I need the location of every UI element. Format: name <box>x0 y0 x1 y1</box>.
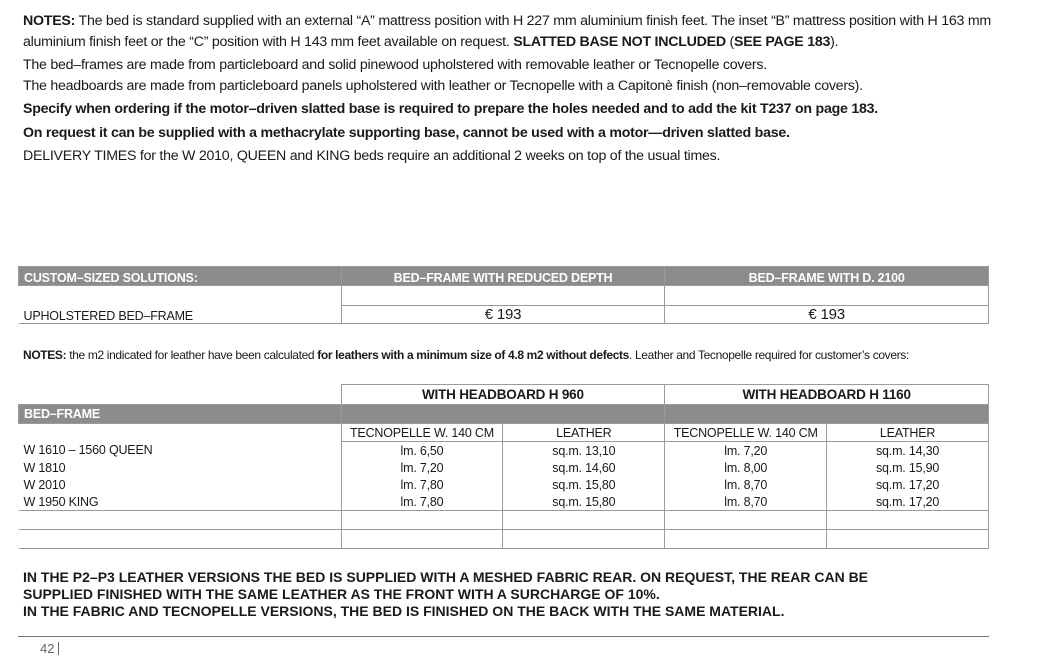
notes-delivery: DELIVERY TIMES for the W 2010, QUEEN and KING beds require an additional 2 weeks on top of the usual times. <box>23 148 721 164</box>
sub-header-tecnopelle-1160: TECNOPELLE W. 140 CM <box>665 424 827 442</box>
row-label: W 1810 <box>19 459 342 476</box>
cell-value: sq.m. 17,20 <box>827 476 989 493</box>
cell-value: sq.m. 15,80 <box>503 493 665 511</box>
price-d2100 <box>665 286 989 324</box>
custom-header-label: CUSTOM–SIZED SOLUTIONS: <box>19 267 342 286</box>
custom-sized-table <box>18 266 989 324</box>
notes-motor: Specify when ordering if the motor–driven slatted base is required to prepare the holes needed and to add the kit T237 on page 183. <box>23 101 878 117</box>
custom-header-reduced-depth: BED–FRAME WITH REDUCED DEPTH <box>341 267 665 286</box>
table-row <box>19 493 989 511</box>
row-label: W 1950 KING <box>19 493 342 511</box>
upholstered-label: UPHOLSTERED BED–FRAME <box>19 286 342 324</box>
rear-finish-line-1: IN THE P2–P3 LEATHER VERSIONS THE BED IS SUPPLIED WITH A MESHED FABRIC REAR. ON REQUEST, THE REAR CAN BE <box>23 569 869 585</box>
page-number-bar <box>58 642 59 655</box>
notes-headboards: The headboards are made from particleboard panels upholstered with leather or Tecnopelle with a Capitonè finish (non–removable covers). <box>23 78 863 94</box>
table-row <box>19 459 989 476</box>
table-row <box>19 442 989 460</box>
notes-methacrylate: On request it can be supplied with a methacrylate supporting base, cannot be used with a motor—driven slatted base. <box>23 125 790 141</box>
price-d2100-value: € 193 <box>808 306 845 323</box>
group-header-h1160: WITH HEADBOARD H 1160 <box>665 385 989 405</box>
cell-value: lm. 8,00 <box>665 459 827 476</box>
page-number-value: 42 <box>40 641 55 656</box>
notes-bedframe: The bed–frames are made from particleboard and solid pinewood upholstered with removable leather or Tecnopelle covers. <box>23 57 767 73</box>
section-label-bed-frame: BED–FRAME <box>19 405 342 424</box>
row-label: W 2010 <box>19 476 342 493</box>
table-row <box>19 476 989 493</box>
cell-value: lm. 6,50 <box>341 442 503 460</box>
leather-notes <box>23 348 909 362</box>
cell-value: sq.m. 15,80 <box>503 476 665 493</box>
notes-block <box>23 11 1013 167</box>
cell-value: lm. 7,80 <box>341 476 503 493</box>
notes-paren-open: ( <box>725 34 735 50</box>
leather-notes-text: the m2 indicated for leather have been calculated <box>66 348 318 362</box>
cell-value: lm. 7,20 <box>665 442 827 460</box>
bed-frame-table <box>18 384 989 549</box>
notes-label: NOTES: <box>23 13 76 29</box>
cell-value: lm. 7,80 <box>341 493 503 511</box>
rear-finish-line-3: IN THE FABRIC AND TECNOPELLE VERSIONS, THE BED IS FINISHED ON THE BACK WITH THE SAME MATERIAL. <box>23 603 785 619</box>
sub-header-leather-1160: LEATHER <box>827 424 989 442</box>
notes-slatted-base: SLATTED BASE NOT INCLUDED <box>513 34 726 50</box>
cell-value: lm. 7,20 <box>341 459 503 476</box>
group-header-h960: WITH HEADBOARD H 960 <box>341 385 665 405</box>
cell-value: sq.m. 14,60 <box>503 459 665 476</box>
cell-value: sq.m. 13,10 <box>503 442 665 460</box>
cell-value: lm. 8,70 <box>665 476 827 493</box>
price-reduced-depth <box>341 286 665 324</box>
footer-divider <box>18 636 989 637</box>
page-number <box>40 641 59 656</box>
notes-paren-close: ). <box>830 34 839 50</box>
cell-value: sq.m. 15,90 <box>827 459 989 476</box>
cell-value: lm. 8,70 <box>665 493 827 511</box>
rear-finish-note <box>23 569 1013 620</box>
rear-finish-line-2: SUPPLIED FINISHED WITH THE SAME LEATHER AS THE FRONT WITH A SURCHARGE OF 10%. <box>23 586 660 602</box>
leather-notes-label: NOTES: <box>23 348 67 362</box>
custom-header-d2100: BED–FRAME WITH D. 2100 <box>665 267 989 286</box>
leather-notes-bold: for leathers with a minimum size of 4.8 m2 without defects <box>317 348 630 362</box>
notes-paragraph-feet <box>23 11 1013 53</box>
sub-header-leather-960: LEATHER <box>503 424 665 442</box>
notes-text: The bed is standard supplied with an external “A” mattress position with H 227 mm aluminium finish feet. The inset “B” mattress position with H 163 mm aluminium finish feet or the “C” position with H 143 mm feet available on request. <box>23 13 991 50</box>
sub-header-tecnopelle-960: TECNOPELLE W. 140 CM <box>341 424 503 442</box>
notes-see-page: SEE PAGE 183 <box>734 34 831 50</box>
leather-notes-tail: . Leather and Tecnopelle required for customer’s covers: <box>629 348 909 362</box>
row-label: W 1610 – 1560 QUEEN <box>19 442 342 460</box>
cell-value: sq.m. 17,20 <box>827 493 989 511</box>
price-reduced-depth-value: € 193 <box>484 306 522 323</box>
cell-value: sq.m. 14,30 <box>827 442 989 460</box>
